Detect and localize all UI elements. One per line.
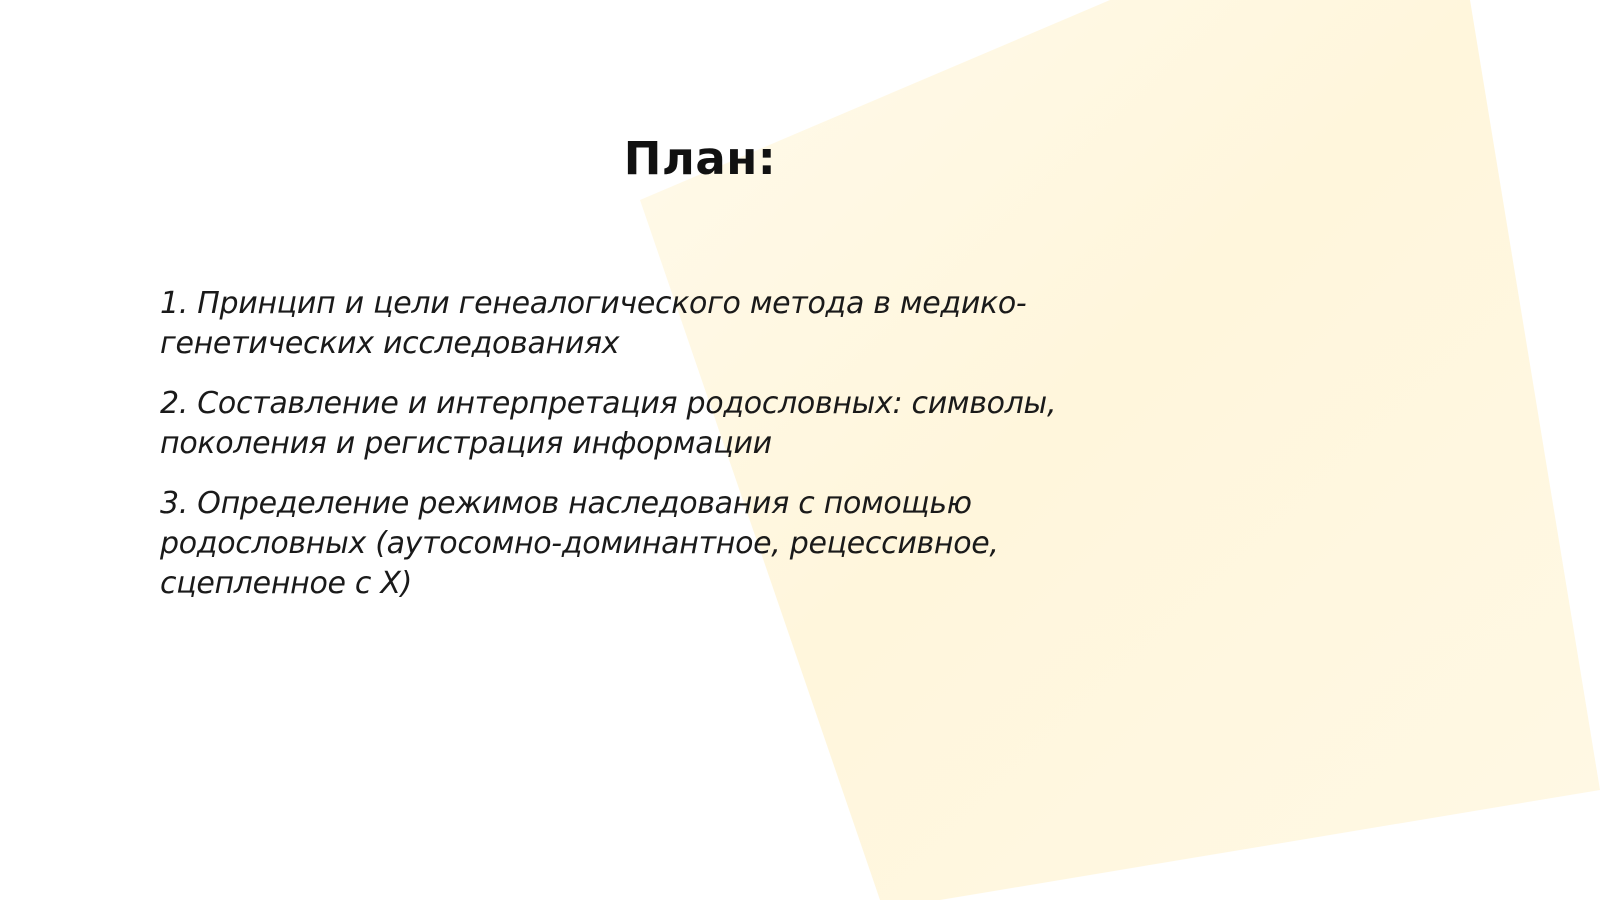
page-title: План: <box>623 132 777 185</box>
list-item: 3. Определение режимов наследования с помощью родословных (аутосомно-доминантное, рецессивное, сцепленное с X) <box>160 486 999 601</box>
list-item: 2. Составление и интерпретация родословных: символы, поколения и регистрация информации <box>160 386 1057 461</box>
plan-list <box>160 284 1110 624</box>
list-item: 1. Принцип и цели генеалогического метода в медико-генетических исследованиях <box>160 286 1027 361</box>
